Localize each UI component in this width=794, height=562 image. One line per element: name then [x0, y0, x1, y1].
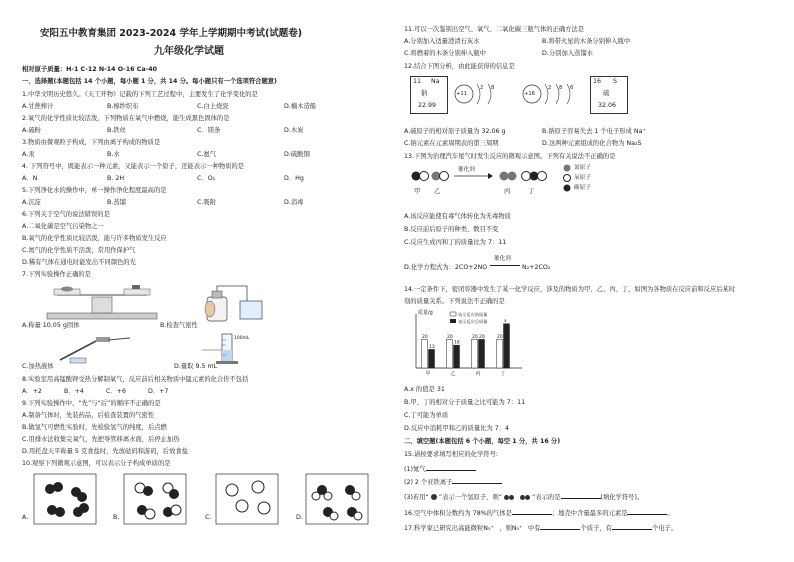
s-shell-2: 8: [559, 85, 563, 91]
s-shell-3: 6: [570, 85, 574, 91]
q1-option-b: B.棉纱织布: [107, 103, 139, 110]
answer-blank[interactable]: [512, 508, 552, 515]
molecule-ding: 丁: [528, 188, 535, 195]
q17-text-c: 中有: [527, 525, 541, 532]
na-ion-shell-2: 8: [491, 85, 495, 91]
q15-line3b: ”表示一个氢原子，则“: [438, 494, 503, 501]
q11-option-a: A.分别加入适量澄清石灰水: [404, 38, 480, 45]
q11-option-d: D.分别加入蒸馏水: [542, 50, 593, 57]
mass-bar-chart: [404, 308, 528, 380]
bar-data-label: 20: [472, 334, 478, 340]
q15-item-2-label: (2) 2 个亚铁离子: [404, 479, 453, 486]
q7-caption-d: D.量取 9.5 mL: [174, 363, 218, 370]
q12-option-a: A.硫原子的相对原子质量为 32.06 g: [404, 128, 506, 135]
airtight-check-illustration: [202, 283, 272, 323]
q15-item-2: [404, 477, 502, 487]
na-name: 钠: [421, 90, 428, 97]
q3-option-a: A.汞: [22, 151, 35, 158]
q13-option-a: A.该反应能使有毒气体转化为无毒物质: [404, 213, 511, 220]
q15-line3c: ”表示的是: [532, 494, 561, 501]
bar-after-2: [454, 345, 460, 368]
q5-option-b: B.蒸馏: [107, 199, 126, 206]
na-mass: 22.99: [418, 102, 437, 109]
legend-label-before: 表示反应前质量: [458, 312, 488, 317]
s-name: 硫: [603, 90, 610, 97]
q1-stem: 1.中华文明历史悠久。《天工开物》记载的下列工艺过程中，主要发生了化学变化的是: [22, 91, 258, 98]
x-tick-label: 丁: [500, 371, 506, 377]
answer-blank[interactable]: [426, 464, 476, 471]
q3-option-d: D.硫酸铜: [284, 151, 310, 158]
h2-molecule-icon-right: [509, 495, 514, 500]
q4-option-a: A．N: [22, 175, 38, 182]
q5-option-c: C.吸附: [197, 199, 216, 206]
q10-molecule-figures: [32, 472, 372, 528]
bar-before-4: [497, 339, 503, 368]
x-tick-label: 乙: [450, 371, 456, 377]
na-ion-nucleus: +11: [456, 91, 467, 97]
q8-option-d: D．+7: [148, 388, 169, 395]
q2-stem: 2.氧气的化学性质比较活泼，下列物质在氧气中燃烧，能生成黑色固体的是: [22, 115, 230, 122]
q17: [404, 523, 677, 533]
s-number: 16: [593, 78, 602, 85]
q10-box-a: [34, 474, 96, 524]
bar-data-label: 20: [479, 334, 485, 340]
q13-option-b: B.反应前后原子的种类、数目不变: [404, 226, 499, 233]
q10-box-c: [216, 474, 278, 524]
q14-stem-line-1: 14.一定条件下，密闭容器中发生了某一化学反应，涉及的物质为甲、乙、丙、丁，如图为各物质在反应前和反应后某时: [404, 286, 736, 293]
q12-option-c: C.钠元素在元素周期表的第三周期: [404, 140, 499, 147]
bar-data-label: 20: [497, 334, 503, 340]
q6-option-d: D.稀有气体在通电时能发出不同颜色的光: [22, 259, 136, 266]
q16: [404, 508, 674, 518]
hydrogen-atom-icon: [431, 494, 437, 500]
atom-legend-markers: [562, 163, 572, 195]
section2-heading: 二、填空题(本题包括 6 个小题，每空 1 分，共 16 分): [404, 438, 561, 445]
q7-stem: 7.下列实验操作正确的是: [22, 271, 91, 278]
catalyst-label: 催化剂: [458, 167, 475, 173]
legend-label-after: 表示反应后质量: [458, 319, 488, 324]
s-mass: 32.06: [598, 102, 617, 109]
q17-text-e: 个电子。: [651, 525, 678, 532]
s-shell-1: 2: [548, 85, 552, 91]
q14-option-b: B.甲、丁的相对分子质量之比可能为 7：11: [404, 399, 526, 406]
legend-oxygen-atom: 氧原子: [574, 175, 591, 181]
q9-option-b: B.做氢气可燃性实验时，先检验氢气的纯度，后点燃: [22, 424, 167, 431]
balance-illustration: [42, 285, 162, 321]
q10-box-b: [124, 474, 186, 524]
q10-box-d: [306, 474, 368, 524]
legend-carbon-atom: 碳原子: [574, 185, 591, 191]
q6-option-c: C.氮气的化学性质不活泼，常用作保护气: [22, 247, 136, 254]
bar-data-label: 16: [454, 340, 460, 346]
q4-option-d: D．Hg: [284, 175, 304, 182]
q1-option-c: C.白土烧瓷: [197, 103, 229, 110]
answer-blank[interactable]: [540, 523, 580, 530]
q10-letter-a: A.: [22, 514, 29, 521]
q16-text-b: ；地壳中含量最多的元素是: [551, 510, 628, 517]
equation-catalyst: 催化剂: [494, 256, 511, 262]
s-element-cell: [590, 76, 628, 114]
heating-illustration: [50, 336, 140, 364]
q6-stem: 6.下列关于空气的说法错误的是: [22, 211, 110, 218]
q14-option-d: D.反应中消耗甲和乙的质量比为 7：4: [404, 425, 510, 432]
legend-swatch-after: [450, 319, 456, 323]
q8-option-b: B．+4: [64, 388, 84, 395]
bar-after-1: [429, 349, 435, 368]
equation-products: N₂+2CO₂: [522, 264, 551, 271]
bar-after-3: [479, 339, 485, 368]
q3-stem: 3.物质由微观粒子构成，下列由离子构成的物质是: [22, 139, 161, 146]
q10-letter-d: D.: [296, 514, 303, 521]
q8-option-c: C．+6: [106, 388, 126, 395]
q1-option-a: A.甘蔗榨汁: [22, 103, 54, 110]
cylinder-illustration: [200, 332, 260, 364]
q4-stem: 4. 下列符号中，既能表示一种元素，又能表示一个原子，还能表示一种物质的是: [22, 163, 245, 170]
q9-option-d: D.用托盘天平称量 5 克食盐时，先放砝码和游码，后放食盐: [22, 448, 188, 455]
q3-option-b: B.水: [107, 151, 120, 158]
q4-option-c: C．O₂: [197, 175, 216, 182]
n5-particle-formula: N₅⁺: [483, 525, 494, 532]
legend-nitrogen-atom: 氮原子: [574, 165, 591, 171]
q15-stem: 15.请按要求填写相应的化学符号:: [404, 451, 498, 458]
q12-option-d: D.这两种元素组成的化合物为 Na₂S: [542, 140, 642, 147]
q10-letter-c: C.: [205, 514, 212, 521]
q8-option-a: A．+2: [22, 388, 42, 395]
q7-caption-a: A.称量 10.05 g固体: [22, 322, 80, 329]
q6-option-b: B.氧气的化学性质比较活泼，能与许多物质发生反应: [22, 235, 167, 242]
q7-caption-c: C.加热液体: [22, 363, 54, 370]
q13-option-c: C.反应生成丙和丁的质量比为 7：11: [404, 239, 507, 246]
na-ion-shell-1: 2: [480, 85, 484, 91]
bar-data-label: 20: [422, 334, 428, 340]
answer-blank[interactable]: [612, 523, 652, 530]
molecule-bing: 丙: [504, 188, 511, 195]
s-symbol: S: [613, 78, 617, 85]
q2-option-c: C．镁条: [197, 127, 221, 134]
q11-stem: 11.可以一次鉴别出空气、氧气、二氧化碳三瓶气体的正确方法是: [404, 26, 585, 33]
q15-line3d: (填化学符号)。: [600, 494, 644, 501]
q13-option-d: D.化学方程式为：2CO+2NO: [404, 264, 488, 271]
q2-option-b: B.铁丝: [107, 127, 126, 134]
q9-stem: 9.下列实验操作中，“先”与“后”的顺序不正确的是: [22, 400, 161, 407]
q5-option-d: D.消毒: [284, 199, 304, 206]
q9-option-c: C.用排水法收集完氧气，先把导管移离水面，后停止加热: [22, 436, 180, 443]
q14-option-a: A.x 的值是 31: [404, 386, 445, 393]
h2-molecule2-icon-right: [525, 495, 530, 500]
section1-heading: 一、选择题(本题包括 14 个小题，每小题 1 分，共 14 分。每小题只有一个选项符合题意): [22, 78, 277, 85]
atomic-masses: 相对原子质量：H-1 C-12 N-14 O-16 Ca-40: [22, 66, 157, 73]
q16-text-c: 。: [667, 510, 674, 517]
q17-text-d: 个质子，有: [580, 525, 612, 532]
q3-option-c: C.氦气: [197, 151, 216, 158]
bar-before-3: [472, 339, 478, 368]
bar-data-label: 20: [447, 334, 453, 340]
exam-title: 安阳五中教育集团 2023-2024 学年上学期期中考试(试题卷): [40, 28, 303, 39]
q6-option-a: A.二氧化碳是空气污染物之一: [22, 223, 104, 230]
exam-subtitle: 九年级化学试题: [154, 46, 224, 57]
q12-option-b: B.钠原子容易失去 1 个电子形成 Na⁺: [542, 128, 646, 135]
q17-text-a: 17.科学家已研究出高能微粒: [404, 525, 484, 532]
q17-text-b: ，则: [499, 525, 512, 532]
x-tick-label: 丙: [475, 371, 481, 377]
na-number: 11: [413, 78, 422, 85]
bar-before-2: [447, 339, 453, 368]
n5-particle-formula-2: N₅⁺: [511, 525, 523, 532]
bar-data-label: 13: [429, 344, 435, 350]
equation-arrow-line: [490, 265, 520, 266]
answer-blank[interactable]: [452, 477, 502, 484]
answer-blank[interactable]: [561, 492, 601, 499]
q2-option-a: A.硫粉: [22, 127, 41, 134]
bar-after-4: [504, 324, 510, 368]
molecule-jia: 甲: [414, 188, 421, 195]
q5-stem: 5.下列净化水的操作中，单一操作净化程度最高的是: [22, 187, 167, 194]
q15-line3a: (3)若用“: [404, 494, 429, 501]
q2-option-d: D.木炭: [284, 127, 304, 134]
answer-blank[interactable]: [627, 508, 667, 515]
q15-item-3: [404, 492, 643, 502]
q15-item-1-label: (1)氮气: [404, 466, 426, 473]
bar-data-label: x: [504, 319, 507, 325]
q10-letter-b: B.: [113, 514, 120, 521]
x-tick-label: 甲: [425, 371, 431, 377]
q14-option-c: C.丁可能为单质: [404, 412, 449, 419]
q5-option-a: A.沉淀: [22, 199, 41, 206]
legend-swatch-before: [450, 312, 456, 316]
q1-option-d: D.楠木造船: [284, 103, 317, 110]
q15-item-1: [404, 464, 476, 474]
q11-option-c: C.将燃着的木条分别伸入瓶中: [404, 50, 486, 57]
s-nucleus: +16: [524, 91, 535, 97]
molecule-yi: 乙: [434, 188, 441, 195]
cylinder-label: 100mL: [234, 336, 250, 341]
q9-option-a: A.制备气体时，先装药品，后检查装置的气密性: [22, 412, 155, 419]
q11-option-b: B.将带火星的木条分别伸入瓶中: [542, 38, 631, 45]
q16-text-a: 16.空气中体积分数约为 78%的气体是: [404, 510, 512, 517]
bar-before-1: [422, 339, 428, 368]
q4-option-b: B. 2H: [107, 175, 125, 182]
q10-stem: 10.观察下列微观示意图，可以表示分子构成单质的是: [22, 460, 171, 467]
reaction-diagram: [408, 164, 558, 192]
q14-stem-line-2: 刻的质量关系。下列说法不正确的是: [404, 298, 505, 305]
na-symbol: Na: [431, 78, 440, 85]
q13-stem: 13.下图为治理汽车尾气时发生反应的微观示意图。下列有关说法不正确的是: [404, 153, 616, 160]
q7-caption-b: B.检查气密性: [160, 322, 198, 329]
y-axis-label: 质量/g: [418, 310, 433, 316]
q12-stem: 12.结合下图分析，由此能获得的信息是: [404, 63, 515, 70]
na-element-cell: [410, 76, 448, 114]
q8-stem: 8.实验室用高锰酸钾受热分解制氧气，反应前后相关物质中锰元素的化合价不包括: [22, 376, 249, 383]
